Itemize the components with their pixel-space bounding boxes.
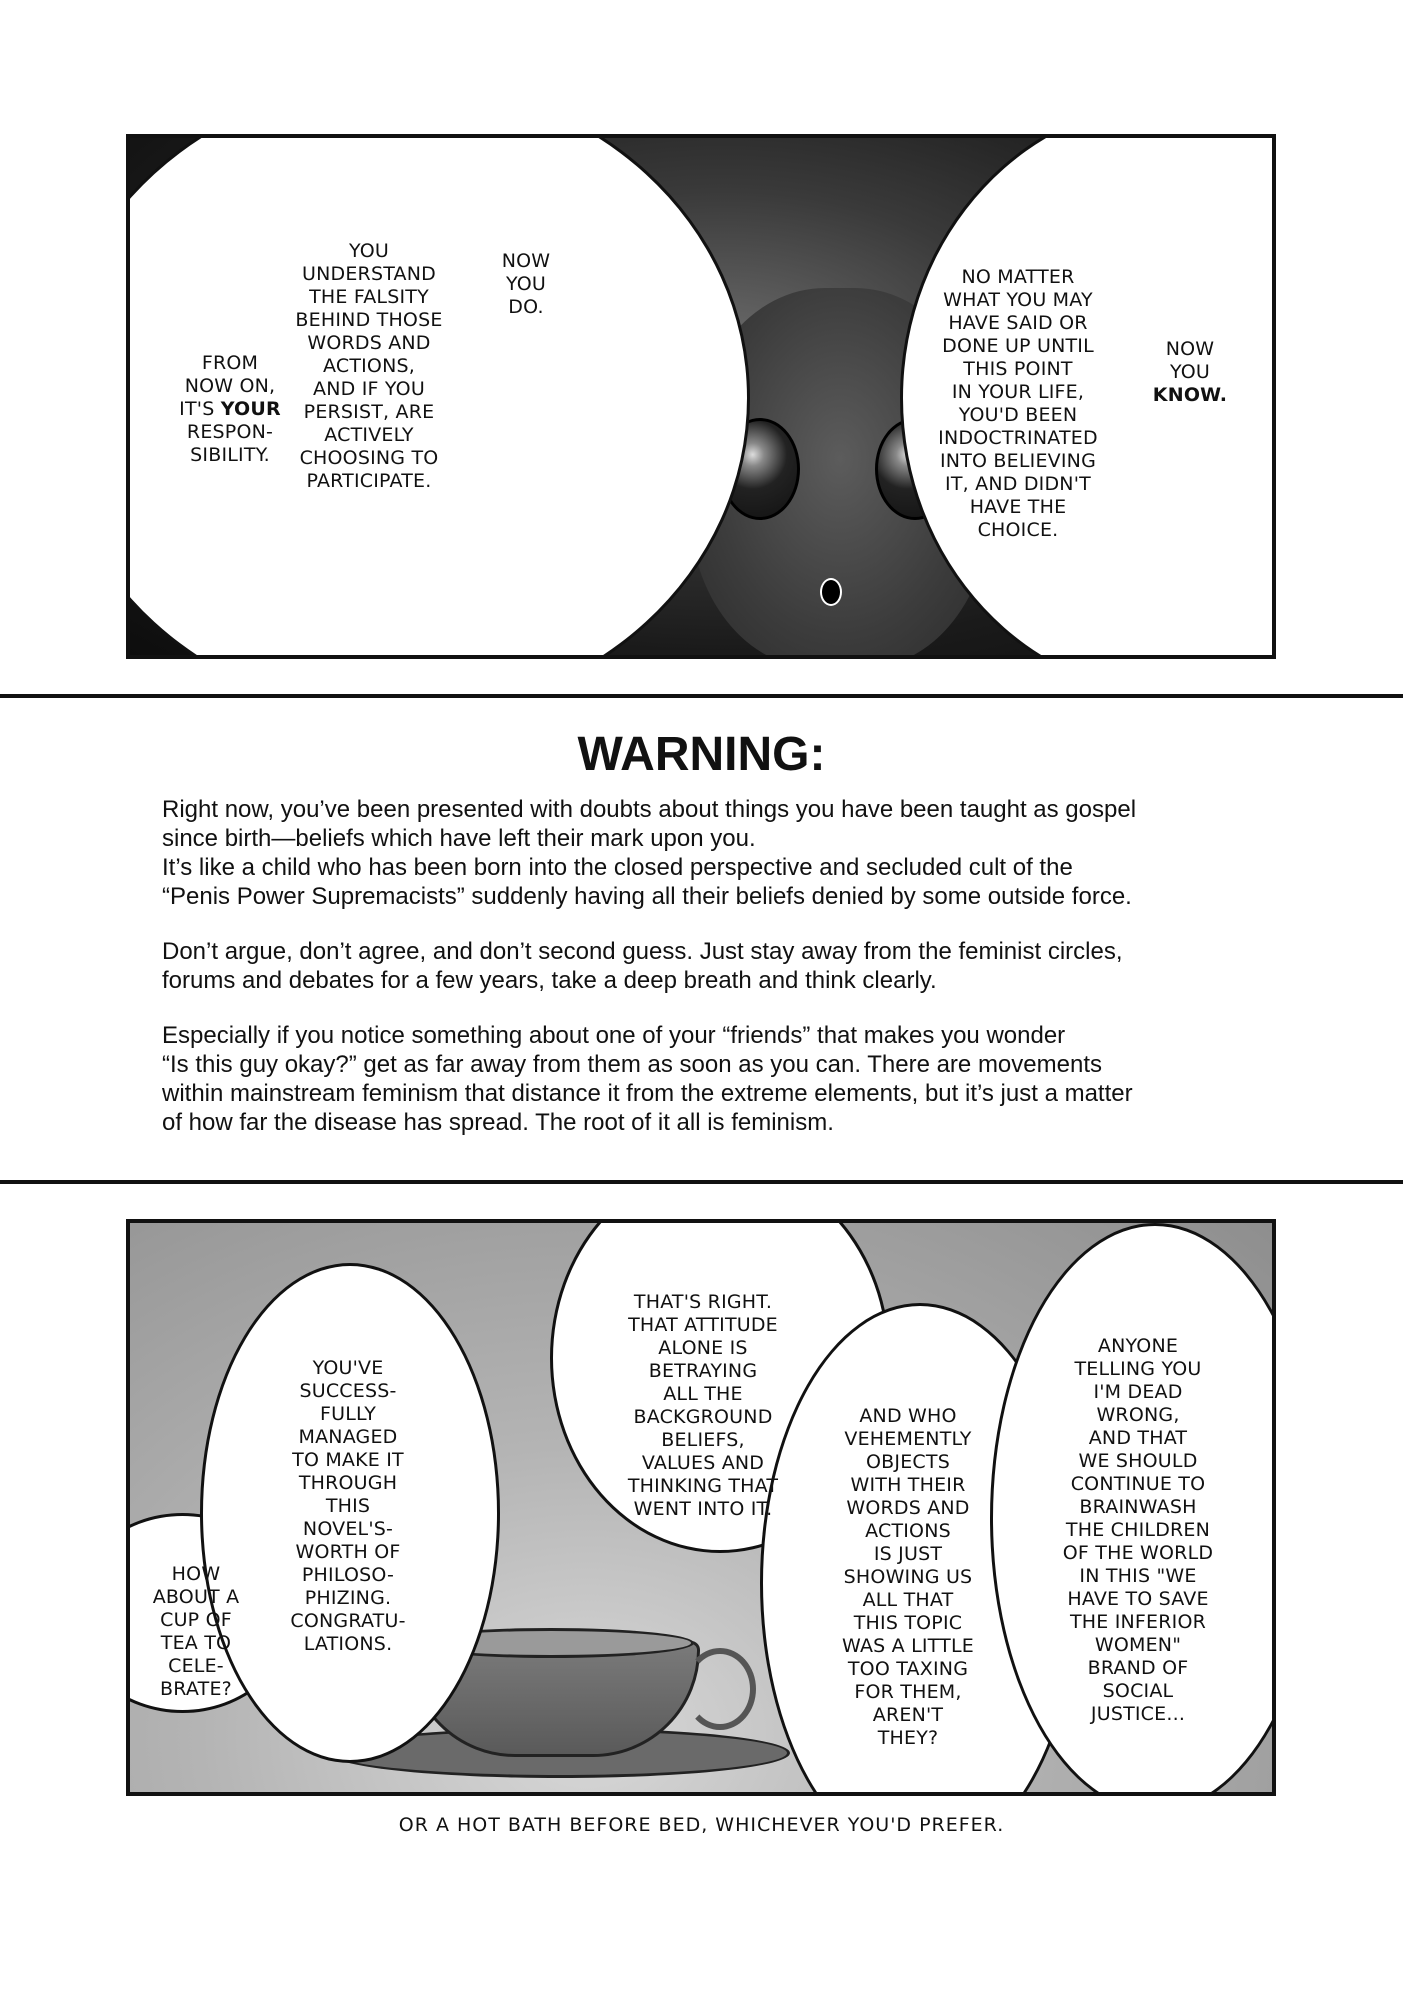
bottom-manga-panel <box>126 1219 1276 1796</box>
panel-caption: OR A HOT BATH BEFORE BED, WHICHEVER YOU'D PREFER. <box>398 1814 1005 1836</box>
bubble-text-you-understand: YOU UNDERSTAND THE FALSITY BEHIND THOSE WORDS AND ACTIONS, AND IF YOU PERSIST, ARE ACTIVELY CHOOSING TO PARTICIPATE. <box>295 240 443 492</box>
mouth <box>820 578 842 606</box>
warning-paragraph-2: Don’t argue, don’t agree, and don’t second guess. Just stay away from the feminist circles, forums and debates for a few years, take a deep breath and think clearly. <box>162 938 1123 994</box>
top-manga-panel <box>126 134 1276 659</box>
bubble-text-tea: HOW ABOUT A CUP OF TEA TO CELE- BRATE? <box>152 1563 240 1700</box>
warning-title: WARNING: <box>577 728 826 781</box>
bubble-text-from-now-on: FROM NOW ON, IT'S YOUR RESPON- SIBILITY. <box>179 352 281 466</box>
warning-paragraph-1: Right now, you’ve been presented with doubts about things you have been taught as gospel since birth—beliefs which have left their mark upon you. It’s like a child who has been born into the closed perspective and secluded cult of the “Penis Power Supremacists” suddenly having all their beliefs denied by some outside force. <box>162 796 1137 910</box>
teacup-handle <box>684 1648 756 1730</box>
bubble-text-thats-right: THAT'S RIGHT. THAT ATTITUDE ALONE IS BETRAYING ALL THE BACKGROUND BELIEFS, VALUES AND THINKING THAT WENT INTO IT. <box>627 1291 779 1520</box>
divider-bottom <box>0 1180 1403 1184</box>
bubble-text-who-objects: AND WHO VEHEMENTLY OBJECTS WITH THEIR WORDS AND ACTIONS IS JUST SHOWING US ALL THAT THIS TOPIC WAS A LITTLE TOO TAXING FOR THEM, AREN'T THEY? <box>842 1405 974 1749</box>
bubble-text-now-you-do: NOW YOU DO. <box>501 250 551 318</box>
divider-top <box>0 694 1403 698</box>
bubble-text-anyone: ANYONE TELLING YOU I'M DEAD WRONG, AND THAT WE SHOULD CONTINUE TO BRAINWASH THE CHILDREN OF THE WORLD IN THIS "WE HAVE TO SAVE THE INFERIOR WOMEN" BRAND OF SOCIAL JUSTICE... <box>1062 1335 1214 1725</box>
bubble-text-congrats: YOU'VE SUCCESS- FULLY MANAGED TO MAKE IT THROUGH THIS NOVEL'S- WORTH OF PHILOSO- PHIZING. CONGRATU- LATIONS. <box>290 1357 406 1655</box>
warning-paragraph-3: Especially if you notice something about one of your “friends” that makes you wonder “Is this guy okay?” get as far away from them as soon as you can. There are movements within mainstream feminism that distance it from the extreme elements, but it’s just a matter of how far the disease has spread. The root of it all is feminism. <box>162 1022 1133 1136</box>
bubble-text-no-matter: NO MATTER WHAT YOU MAY HAVE SAID OR DONE UP UNTIL THIS POINT IN YOUR LIFE, YOU'D BEEN INDOCTRINATED INTO BELIEVING IT, AND DIDN'T HAVE THE CHOICE. <box>938 266 1098 541</box>
bubble-text-now-you-know: NOW YOU KNOW. <box>1152 338 1228 406</box>
